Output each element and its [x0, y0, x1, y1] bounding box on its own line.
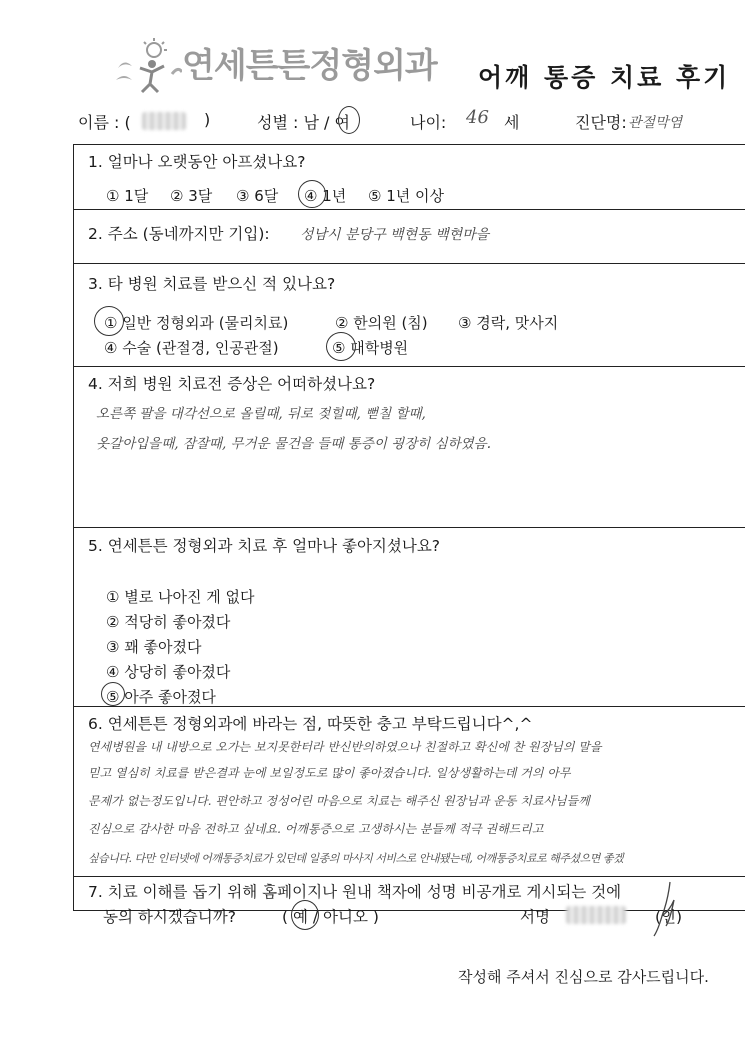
form-title: 어깨 통증 치료 후기 — [478, 63, 731, 92]
seal-mark: (인) — [655, 908, 683, 926]
redacted-signature — [566, 906, 626, 924]
q1-option-3: ③ 6달 — [236, 187, 279, 205]
divider-1 — [73, 209, 745, 210]
q6-answer-line-1: 연세병원을 내 내방으로 오가는 보지못한터라 반신반의하였으나 친절하고 확신에 찬 원장님의 말을 — [88, 740, 602, 754]
gender-label: 성별 : 남 / 여 — [257, 113, 350, 132]
q6-answer-line-3: 문제가 없는정도입니다. 편안하고 정성어린 마음으로 치료는 해주신 원장님과 운동 치료사님들께 — [88, 794, 590, 808]
question-4: 4. 저희 병원 치료전 증상은 어떠하셨나요? — [88, 375, 376, 393]
divider-6 — [73, 876, 745, 877]
q5-selection-circle — [101, 682, 125, 706]
question-6: 6. 연세튼튼 정형외과에 바라는 점, 따뜻한 충고 부탁드립니다^,^ — [88, 715, 533, 733]
q6-answer-line-2: 믿고 열심히 치료를 받은결과 눈에 보일정도로 많이 좋아졌습니다. 일상생활하는데 거의 아무 — [88, 766, 571, 780]
q1-selection-circle — [298, 180, 326, 208]
diagnosis-value: 관절막염 — [628, 115, 683, 131]
gender-selection-circle — [338, 106, 360, 134]
q4-answer-line-1: 오른쪽 팔을 대각선으로 올릴때, 뒤로 젖힐때, 뻗칠 할때, — [96, 406, 426, 422]
name-close: ) — [204, 110, 211, 129]
q5-option-4: ④ 상당히 좋아졌다 — [106, 663, 231, 681]
q5-option-2: ② 적당히 좋아졌다 — [106, 613, 231, 631]
q7-selection-circle — [291, 900, 319, 930]
q2-address-answer: 성남시 분당구 백현동 백현마을 — [300, 227, 490, 243]
age-label: 나이: — [410, 113, 447, 132]
q3-selection-circle-1 — [94, 306, 124, 336]
question-2: 2. 주소 (동네까지만 기입): — [88, 225, 270, 243]
table-top-border — [73, 144, 745, 145]
footer-thanks: 작성해 주셔서 진심으로 감사드립니다. — [458, 968, 709, 986]
age-value: 46 — [466, 107, 489, 128]
q1-option-5: ⑤ 1년 이상 — [368, 187, 444, 205]
q6-answer-line-5: 싶습니다. 다만 인터넷에 어깨통증치료가 있던데 일종의 마사지 서비스로 안내됐는데, 어깨통증치료로 해주셨으면 좋겠 — [88, 852, 624, 865]
divider-4 — [73, 527, 745, 528]
q3-option-3: ③ 경락, 맛사지 — [458, 314, 559, 332]
signature-scribble-icon — [640, 880, 690, 940]
question-5: 5. 연세튼튼 정형외과 치료 후 얼마나 좋아지셨나요? — [88, 537, 441, 555]
q1-option-4: ④ 1년 — [304, 187, 347, 205]
question-3: 3. 타 병원 치료를 받으신 적 있나요? — [88, 275, 336, 293]
q3-option-1: ① 일반 정형외과 (물리치료) — [104, 314, 289, 332]
q1-option-1: ① 1달 — [106, 187, 149, 205]
sun-figure-logo-icon — [112, 38, 182, 94]
q3-option-4: ④ 수술 (관절경, 인공관절) — [104, 339, 279, 357]
q3-selection-circle-5 — [326, 332, 356, 361]
diagnosis-label: 진단명: — [575, 113, 627, 132]
redacted-name — [142, 112, 186, 130]
question-1: 1. 얼마나 오랫동안 아프셨나요? — [88, 153, 306, 171]
q4-answer-line-2: 옷갈아입을때, 잠잘때, 무거운 물건을 들때 통증이 굉장히 심하였음. — [96, 436, 492, 452]
q3-option-5: ⑤ 대학병원 — [332, 339, 409, 357]
q1-option-2: ② 3달 — [170, 187, 213, 205]
age-unit: 세 — [504, 113, 520, 132]
signature-label: 서명 — [520, 908, 550, 926]
clinic-logo — [112, 38, 442, 94]
name-label: 이름 : ( — [78, 113, 131, 132]
q5-option-3: ③ 꽤 좋아졌다 — [106, 638, 202, 656]
question-7-line-1: 7. 치료 이해를 돕기 위해 홈페이지나 원내 책자에 성명 비공개로 게시되는 것에 — [88, 883, 622, 901]
divider-2 — [73, 263, 745, 264]
q5-option-1: ① 별로 나아진 게 없다 — [106, 588, 255, 606]
divider-3 — [73, 366, 745, 367]
q6-answer-line-4: 진심으로 감사한 마음 전하고 싶네요. 어깨통증으로 고생하시는 분들께 적극 권해드리고 — [88, 822, 544, 836]
q7-consent-options: ( 예 / 아니오 ) — [282, 908, 379, 926]
q3-option-2: ② 한의원 (침) — [335, 314, 428, 332]
q5-option-5: ⑤ 아주 좋아졌다 — [106, 688, 216, 706]
clinic-name: 연세튼튼정형외과 — [182, 46, 437, 86]
question-7-line-2: 동의 하시겠습니까? — [103, 908, 236, 926]
